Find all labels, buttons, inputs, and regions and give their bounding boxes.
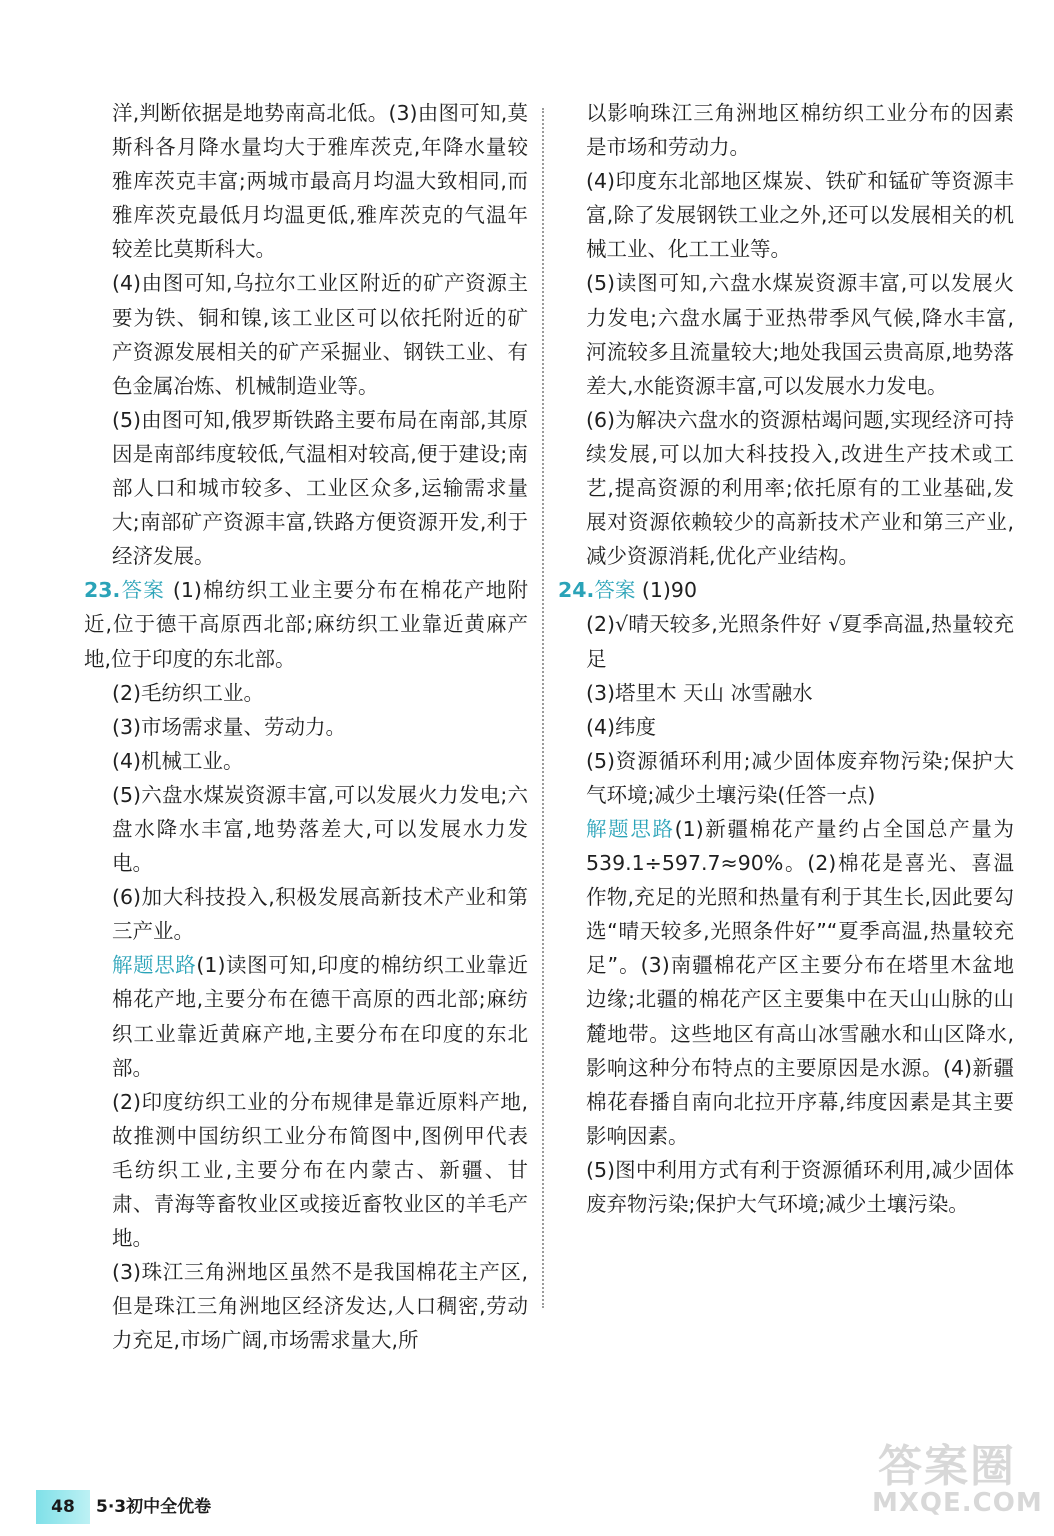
watermark-logo bbox=[850, 1430, 1043, 1526]
q24-answer-first bbox=[558, 573, 1014, 607]
answer-item: (4)纬度 bbox=[586, 714, 657, 739]
right-column bbox=[558, 96, 1014, 1221]
column-divider bbox=[542, 108, 544, 1308]
thinking-item: (3)珠江三角洲地区虽然不是我国棉花主产区,但是珠江三角洲地区经济发达,人口稠密,劳动力充足,市场广阔,市场需求量大,所 bbox=[112, 1260, 528, 1353]
thinking-first bbox=[586, 812, 1014, 1153]
page-footer bbox=[28, 1490, 328, 1526]
answer-item: (6)加大科技投入,积极发展高新技术产业和第三产业。 bbox=[112, 885, 528, 944]
paragraph: (5)读图可知,六盘水煤炭资源丰富,可以发展火力发电;六盘水属于亚热带季风气候,降水丰富,河流较多且流量较大;地处我国云贵高原,地势落差大,水能资源丰富,可以发展水力发电。 bbox=[586, 271, 1014, 398]
question-number: 23. bbox=[84, 578, 121, 603]
answer-item: (5)资源循环利用;减少固体废弃物污染;保护大气环境;减少土壤污染(任答一点) bbox=[586, 748, 1014, 807]
question-23-block bbox=[84, 573, 528, 675]
answer-item: (4)机械工业。 bbox=[112, 748, 244, 773]
answer-item: (2)√晴天较多,光照条件好 √夏季高温,热量较充足 bbox=[586, 612, 1014, 671]
thinking-first bbox=[112, 948, 528, 1084]
paragraph: (4)由图可知,乌拉尔工业区附近的矿产资源主要为铁、铜和镍,该工业区可以依托附近的矿产资源发展相关的矿产采掘业、钢铁工业、有色金属冶炼、机械制造业等。 bbox=[112, 271, 528, 398]
thinking-text: (1)新疆棉花产量约占全国总产量为539.1÷597.7≈90%。(2)棉花是喜光、喜温作物,充足的光照和热量有利于其生长,因此要勾选“晴天较多,光照条件好”“夏季高温,热量较充足”。(3)南疆棉花产区主要分布在塔里木盆地边缘;北疆的棉花产区主要集中在天山山脉的山麓地带。这些地区有高山冰雪融水和山区降水,影响这种分布特点的主要原因是水源。(4)新疆棉花春播自南向北拉开序幕,纬度因素是其主要影响因素。 bbox=[586, 816, 1014, 1148]
paragraph: (4)印度东北部地区煤炭、铁矿和锰矿等资源丰富,除了发展钢铁工业之外,还可以发展相关的机械工业、化工工业等。 bbox=[586, 169, 1014, 262]
thinking-tag: 解题思路 bbox=[586, 816, 675, 841]
answer-item: (3)塔里木 天山 冰雪融水 bbox=[586, 680, 813, 705]
question-24-block bbox=[558, 573, 1014, 607]
question-number: 24. bbox=[558, 578, 595, 603]
paragraph: (6)为解决六盘水的资源枯竭问题,实现经济可持续发展,可以加大科技投入,改进生产技术或工艺,提高资源的利用率;依托原有的工业基础,发展对资源依赖较少的高新技术产业和第三产业,减少资源消耗,优化产业结构。 bbox=[586, 407, 1014, 569]
paragraph: 洋,判断依据是地势南高北低。(3)由图可知,莫斯科各月降水量均大于雅库茨克,年降水量较雅库茨克丰富;两城市最高月均温大致相同,而雅库茨克最低月均温更低,雅库茨克的气温年较差比莫斯科大。 bbox=[112, 101, 528, 262]
answer-tag: 答案 bbox=[120, 578, 166, 603]
answer-text: (1)棉纺织工业主要分布在棉花产地附近,位于德干高原西北部;麻纺织工业靠近黄麻产地,位于印度的东北部。 bbox=[84, 578, 528, 671]
page-number: 48 bbox=[36, 1490, 90, 1524]
left-column bbox=[84, 96, 529, 1357]
q23-answer-first bbox=[84, 573, 528, 675]
answer-text: (1)90 bbox=[641, 578, 697, 603]
answer-item: (2)毛纺织工业。 bbox=[112, 680, 265, 705]
watermark-url: MXQE.COM bbox=[872, 1488, 1043, 1518]
watermark-text: 答案圈 bbox=[878, 1441, 1016, 1492]
thinking-tag: 解题思路 bbox=[112, 953, 197, 978]
answer-item: (3)市场需求量、劳动力。 bbox=[112, 714, 347, 739]
book-title: 5·3初中全优卷 bbox=[96, 1497, 212, 1517]
thinking-item: (2)印度纺织工业的分布规律是靠近原料产地,故推测中国纺织工业分布简图中,图例甲代表毛纺织工业,主要分布在内蒙古、新疆、甘肃、青海等畜牧业区或接近畜牧业区的羊毛产地。 bbox=[112, 1089, 528, 1251]
thinking-text: (1)读图可知,印度的棉纺织工业靠近棉花产地,主要分布在德干高原的西北部;麻纺织工业靠近黄麻产地,主要分布在印度的东北部。 bbox=[112, 953, 529, 1080]
thinking-item: (5)图中利用方式有利于资源循环利用,减少固体废弃物污染;保护大气环境;减少土壤污染。 bbox=[586, 1157, 1014, 1216]
answer-tag: 答案 bbox=[594, 578, 636, 603]
paragraph: (5)由图可知,俄罗斯铁路主要布局在南部,其原因是南部纬度较低,气温相对较高,便于建设;南部人口和城市较多、工业区众多,运输需求量大;南部矿产资源丰富,铁路方便资源开发,利于经济发展。 bbox=[112, 407, 528, 569]
answer-item: (5)六盘水煤炭资源丰富,可以发展火力发电;六盘水降水丰富,地势落差大,可以发展水力发电。 bbox=[112, 782, 528, 876]
paragraph: 以影响珠江三角洲地区棉纺织工业分布的因素是市场和劳动力。 bbox=[586, 101, 1014, 160]
